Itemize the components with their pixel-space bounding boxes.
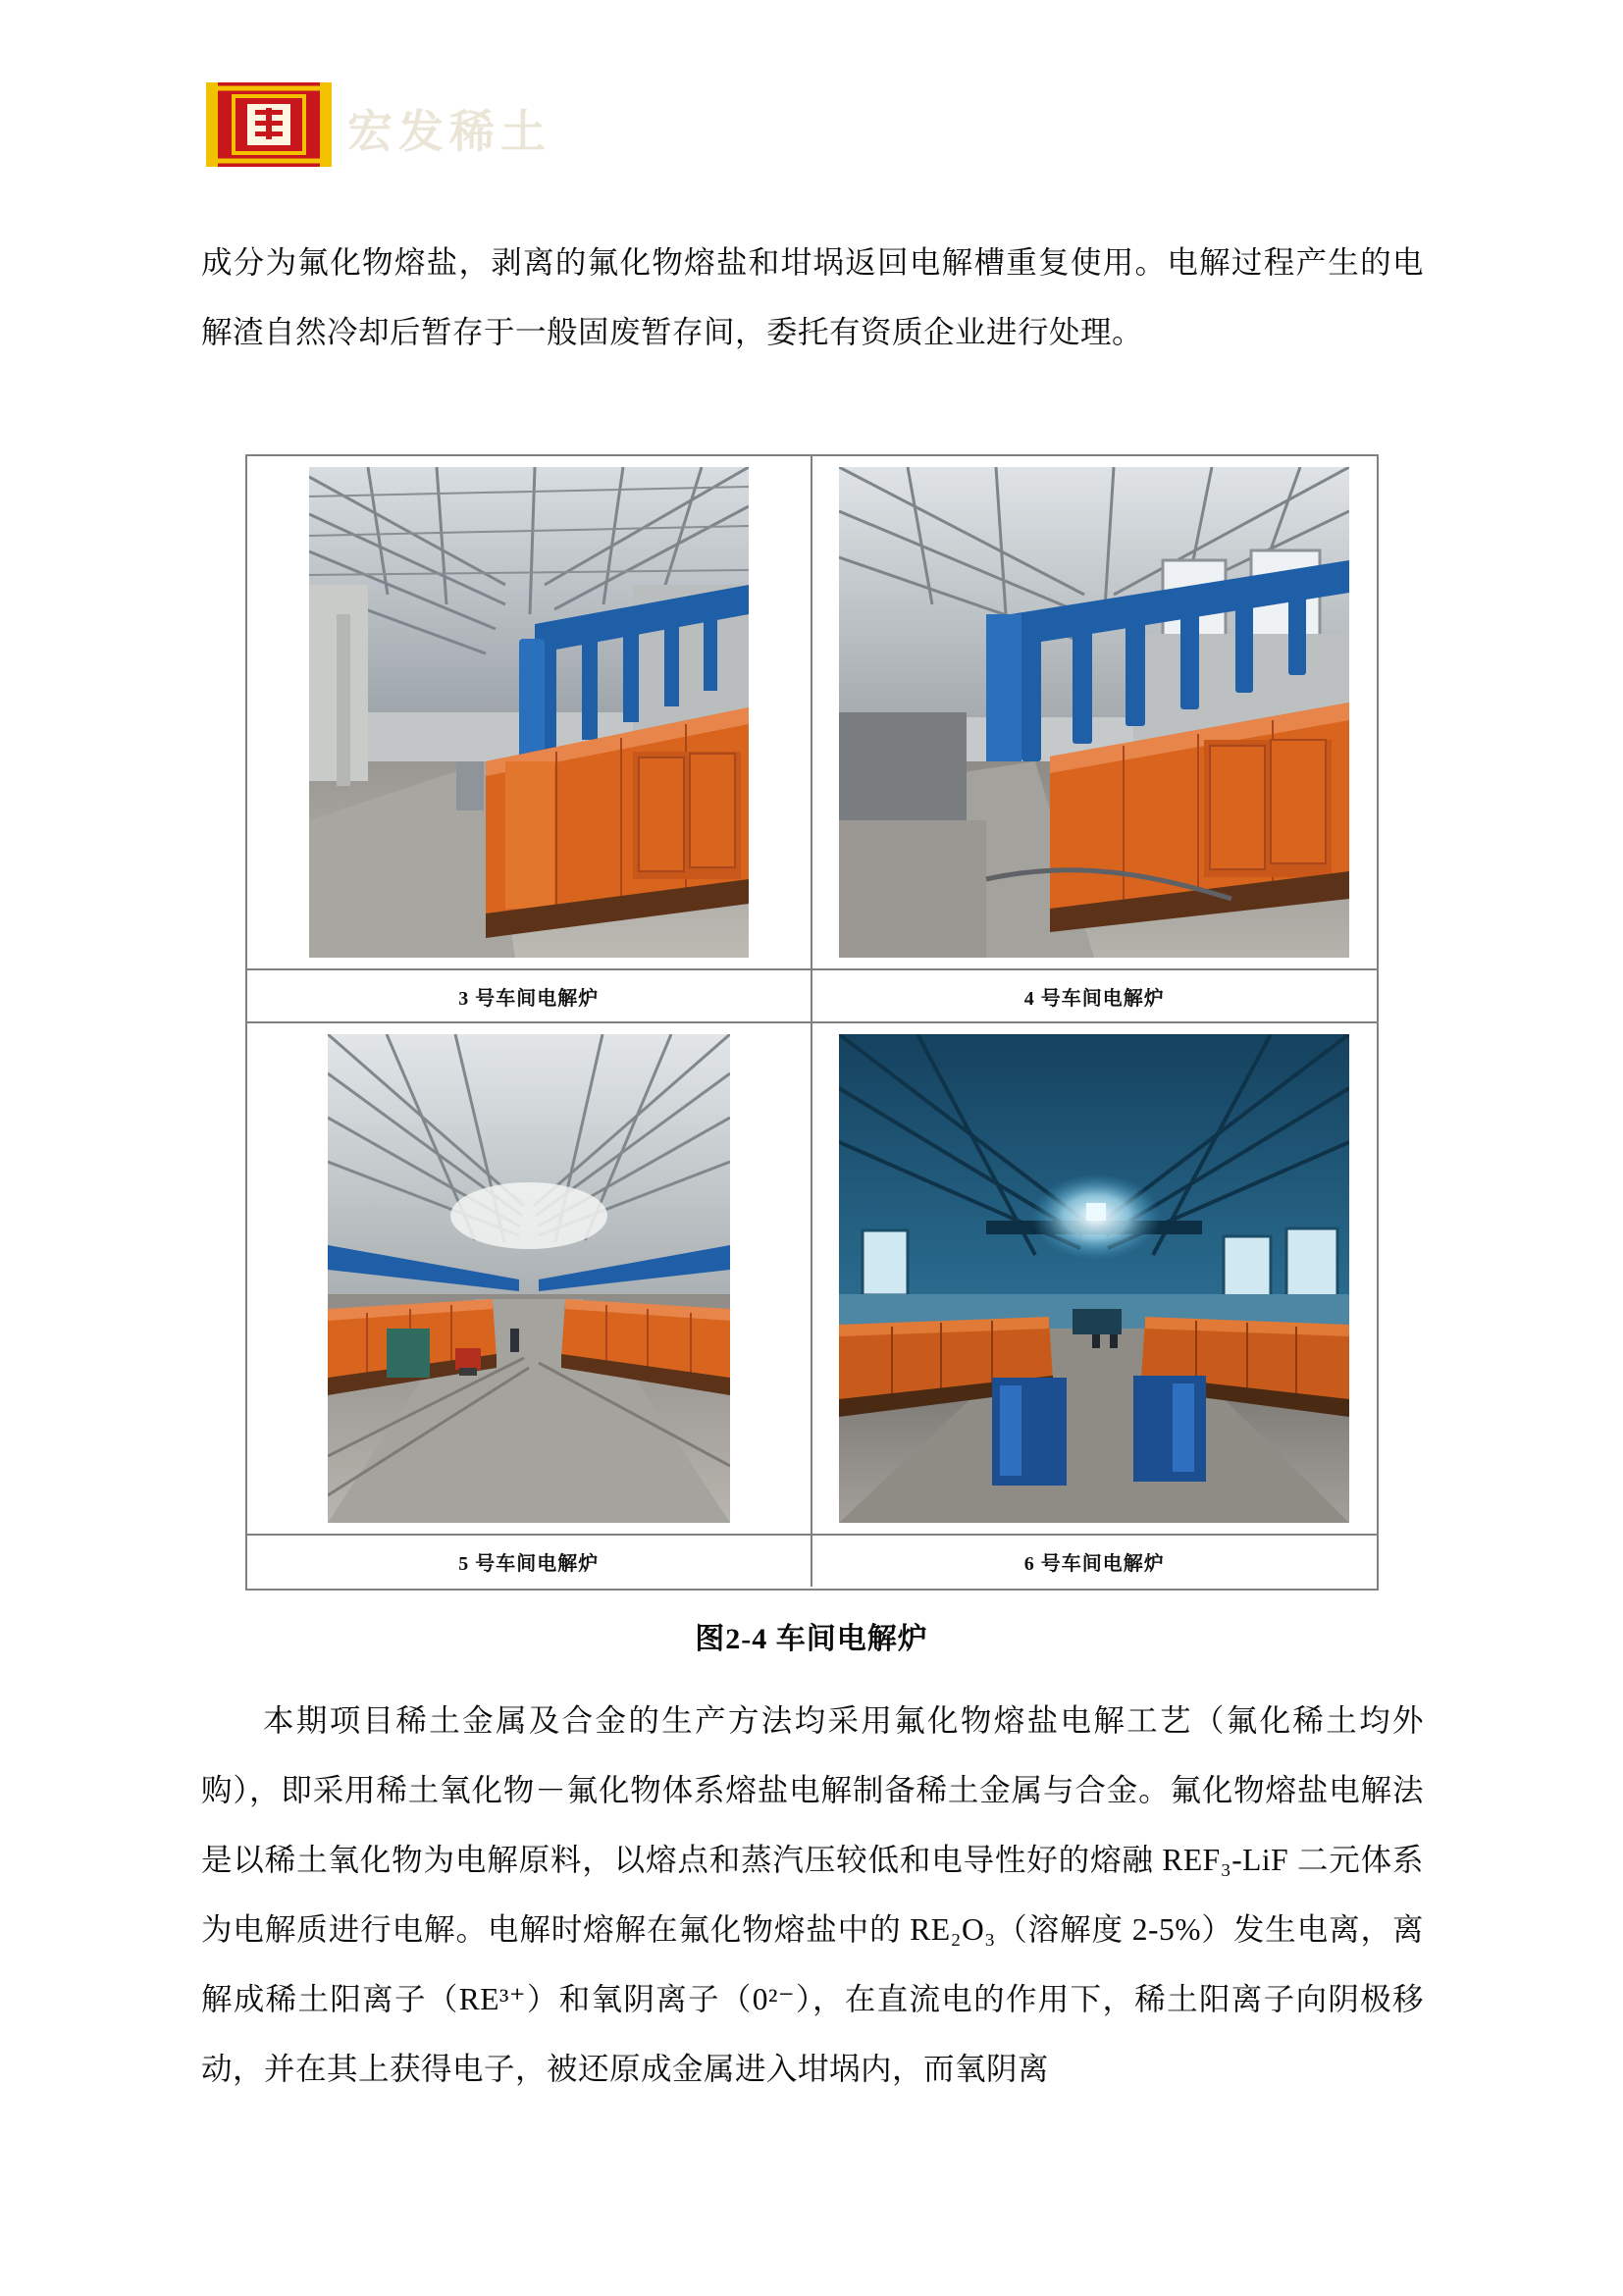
figure-cell-photo-3 bbox=[247, 456, 812, 968]
paragraph-text-top: 成分为氟化物熔盐，剥离的氟化物熔盐和坩埚返回电解槽重复使用。电解过程产生的电解渣自然冷却后暂存于一般固废暂存间，委托有资质企业进行处理。 bbox=[201, 245, 1424, 349]
logo-wordmark: 宏发稀土 bbox=[347, 105, 551, 158]
figure-cell-photo-4 bbox=[812, 456, 1378, 968]
figure-cell-photo-6 bbox=[812, 1023, 1378, 1534]
paragraph-text-bottom: 本期项目稀土金属及合金的生产方法均采用氟化物熔盐电解工艺（氟化稀土均外购），即采用稀土氧化物－氟化物体系熔盐电解制备稀土金属与合金。氟化物熔盐电解法是以稀土氧化物为电解原料，以熔点和蒸汽压较低和电导性好的熔融 REF₃-LiF 二元体系为电解质进行电解。电解时熔解在氟化物熔盐中的 RE₂O₃（溶解度 2-5%）发生电离，离解成稀土阳离子（RE³⁺）和氧阴离子（0²⁻），在直流电的作用下，稀土阳离子向阴极移动，并在其上获得电子，被还原成金属进入坩埚内，而氧阴离 bbox=[201, 1703, 1424, 2086]
paragraph-below-figure bbox=[201, 1686, 1424, 2104]
figure-table-workshop-furnaces bbox=[245, 454, 1379, 1591]
document-header bbox=[204, 80, 714, 171]
photo-workshop-6 bbox=[839, 1034, 1349, 1523]
seal-logo-icon bbox=[204, 80, 334, 169]
figure-caption-row-2 bbox=[247, 1534, 1377, 1587]
figure-row-photos-2 bbox=[247, 1023, 1377, 1534]
paragraph-above-figure bbox=[201, 228, 1424, 367]
caption-photo-6: 6 号车间电解炉 bbox=[1023, 1552, 1165, 1575]
photo-workshop-5 bbox=[328, 1034, 730, 1523]
figure-title: 图2-4 车间电解炉 bbox=[695, 1623, 928, 1655]
figure-cell-photo-5 bbox=[247, 1023, 812, 1534]
caption-photo-4: 4 号车间电解炉 bbox=[1023, 987, 1165, 1010]
figure-caption-row-1 bbox=[247, 968, 1377, 1023]
caption-photo-5: 5 号车间电解炉 bbox=[247, 1536, 812, 1587]
caption-photo-3: 3 号车间电解炉 bbox=[247, 970, 812, 1021]
figure-row-photos-1 bbox=[247, 456, 1377, 968]
photo-workshop-4 bbox=[839, 467, 1349, 958]
photo-workshop-3 bbox=[309, 467, 749, 958]
